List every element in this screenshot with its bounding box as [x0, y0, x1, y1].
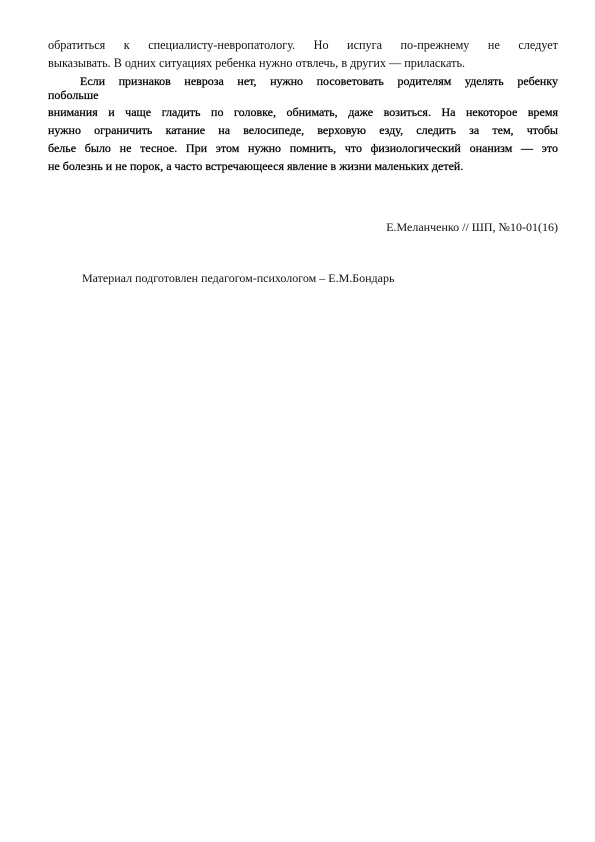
paragraph-2-line-2: побольше: [48, 88, 99, 102]
paragraph-1-line-2: выказывать. В одних ситуациях ребенка нужно отвлечь, в других — приласкать.: [48, 56, 466, 70]
paragraph-2-line-4: нужно ограничить катание на велосипеде, верховую езду, следить за тем, чтобы: [48, 123, 558, 137]
paragraph-1-line-1: обратиться к специалисту-невропатологу. Но испуга по-прежнему не следует: [48, 38, 558, 52]
paragraph-2-line-5: белье было не тесное. При этом нужно помнить, что физиологический онанизм — это: [48, 141, 558, 155]
paragraph-2-line-3: внимания и чаще гладить по головке, обнимать, даже возиться. На некоторое время: [48, 105, 558, 119]
author-credit: Материал подготовлен педагогом-психологом – Е.М.Бондарь: [82, 271, 395, 285]
paragraph-2-line-6: не болезнь и не порок, а часто встречающееся явление в жизни маленьких детей.: [48, 159, 464, 173]
paragraph-2-line-1: Если признаков невроза нет, нужно посоветовать родителям уделять ребенку: [80, 74, 558, 88]
source-signature: Е.Меланченко // ШП, №10-01(16): [386, 220, 558, 234]
